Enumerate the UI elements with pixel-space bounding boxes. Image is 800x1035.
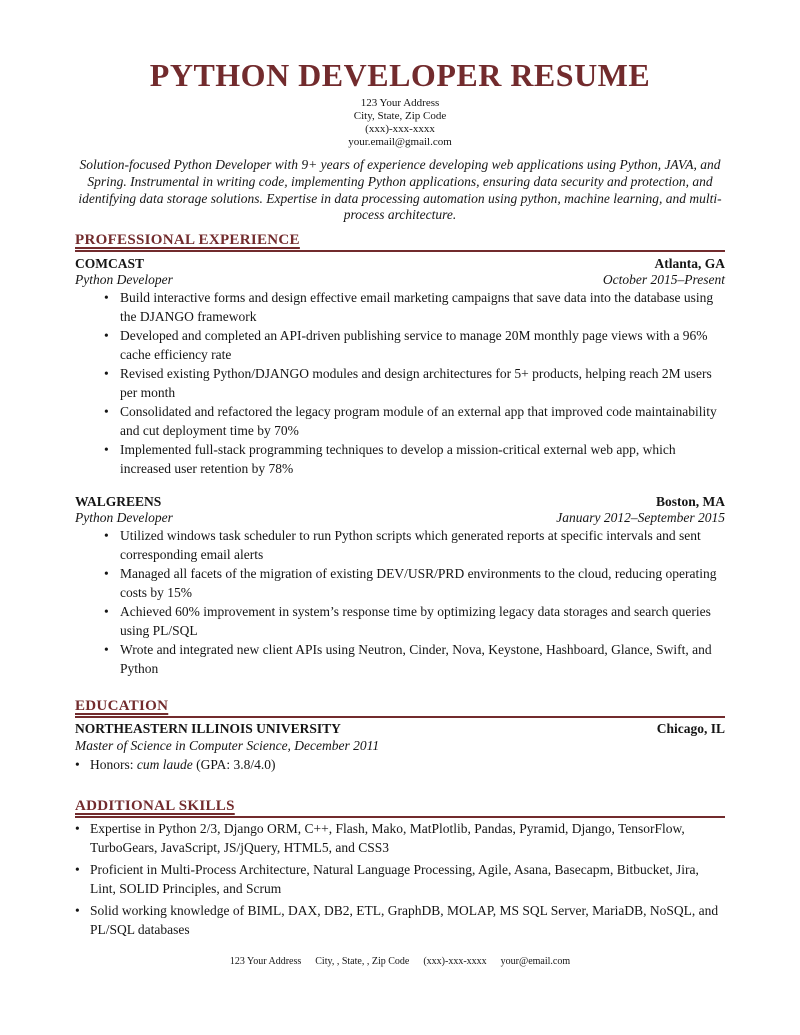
company-name: COMCAST: [75, 256, 145, 272]
bullet-item: • Expertise in Python 2/3, Django ORM, C++, Flash, Mako, MatPlotlib, Pandas, Pyramid, Django, TensorFlow, TurboGears, JavaScript, JS/jQuery, HTML5, and CSS3: [75, 820, 725, 857]
job-dates: October 2015–Present: [602, 271, 725, 287]
education-entry: [75, 721, 725, 774]
job-location: Atlanta, GA: [654, 256, 725, 272]
job-role: Python Developer: [75, 509, 173, 525]
job-header-row: [75, 256, 725, 272]
job-location: Boston, MA: [655, 494, 725, 510]
honors-list: [75, 756, 725, 775]
summary-paragraph: Solution-focused Python Developer with 9+ years of experience developing web applications using Python, JAVA, and Spring. Instrumental in writing code, implementing Python applications, ensuring data security and protection, and identifying data storage solutions. Expertise in data processing automation using python, machine learning, and multi-process architecture.: [78, 157, 722, 223]
school-name: NORTHEASTERN ILLINOIS UNIVERSITY: [75, 721, 341, 737]
job-dates: January 2012–September 2015: [556, 509, 725, 525]
bullet-item: • Proficient in Multi-Process Architecture, Natural Language Processing, Agile, Asana, Basecapm, Bitbucket, Jira, Lint, SOLID Principles, and Scrum: [75, 861, 725, 898]
company-name: WALGREENS: [75, 494, 162, 510]
section-heading-education: [75, 698, 725, 718]
section-heading-education-label: EDUCATION: [75, 698, 169, 715]
job-header-row: [75, 494, 725, 510]
section-heading-skills: [75, 798, 725, 818]
bullet-item: • Solid working knowledge of BIML, DAX, DB2, ETL, GraphDB, MOLAP, MS SQL Server, MariaDB, NoSQL, and PL/SQL databases: [75, 902, 725, 939]
contact-email: your.email@gmail.com: [348, 136, 452, 148]
education-header-row: [75, 721, 725, 737]
bullet-item: • Consolidated and refactored the legacy program module of an external app that improved code maintainability and cut deployment time by 70%: [75, 403, 725, 440]
skills-bullet-list: [75, 820, 725, 939]
honors-emphasis: cum laude: [136, 756, 193, 772]
bullet-item: • Wrote and integrated new client APIs using Neutron, Cinder, Nova, Keystone, Hashboard, Glance, Swift, and Python: [75, 641, 725, 678]
school-location: Chicago, IL: [656, 721, 725, 737]
section-heading-skills-label: ADDITIONAL SKILLS: [75, 798, 235, 815]
honors-item: [75, 756, 725, 775]
contact-address: 123 Your Address: [360, 97, 440, 109]
page-footer: [75, 955, 725, 968]
bullet-item: • Achieved 60% improvement in system’s response time by optimizing legacy data storages and search queries using PL/SQL: [75, 603, 725, 640]
degree-line: Master of Science in Computer Science, December 2011: [75, 737, 380, 753]
job-bullet-list: [75, 527, 725, 678]
bullet-item: • Implemented full-stack programming techniques to develop a mission-critical external web app, which increased user retention by 78%: [75, 441, 725, 478]
contact-block: [75, 97, 725, 149]
bullet-item: • Build interactive forms and design effective email marketing campaigns that save data into the database using the DJANGO framework: [75, 289, 725, 326]
job-entry-walgreens: [75, 494, 725, 678]
job-role: Python Developer: [75, 271, 173, 287]
footer-address: 123 Your Address: [229, 956, 302, 968]
job-bullet-list: [75, 289, 725, 478]
bullet-item: • Utilized windows task scheduler to run Python scripts which generated reports at specific intervals and sent corresponding email alerts: [75, 527, 725, 564]
bullet-item: • Developed and completed an API-driven publishing service to manage 20M monthly page views with a 96% cache efficiency rate: [75, 327, 725, 364]
footer-city-state-zip: City, , State, , Zip Code: [315, 956, 410, 968]
footer-phone: (xxx)-xxx-xxxx: [423, 956, 487, 968]
honors-prefix: Honors:: [90, 756, 137, 772]
section-heading-experience: [75, 232, 725, 252]
contact-phone: (xxx)-xxx-xxxx: [365, 123, 435, 135]
contact-city-state-zip: City, State, Zip Code: [353, 110, 447, 122]
honors-suffix: (GPA: 3.8/4.0): [192, 756, 276, 772]
bullet-item: • Revised existing Python/DJANGO modules and design architectures for 5+ products, helping reach 2M users per month: [75, 365, 725, 402]
job-subheader-row: [75, 510, 725, 526]
page-title: PYTHON DEVELOPER RESUME: [149, 57, 651, 93]
section-heading-experience-label: PROFESSIONAL EXPERIENCE: [75, 232, 300, 249]
bullet-item: • Managed all facets of the migration of existing DEV/USR/PRD environments to the cloud, reducing operating costs by 15%: [75, 565, 725, 602]
job-entry-comcast: [75, 256, 725, 478]
job-subheader-row: [75, 272, 725, 288]
footer-email: your@email.com: [500, 956, 571, 968]
